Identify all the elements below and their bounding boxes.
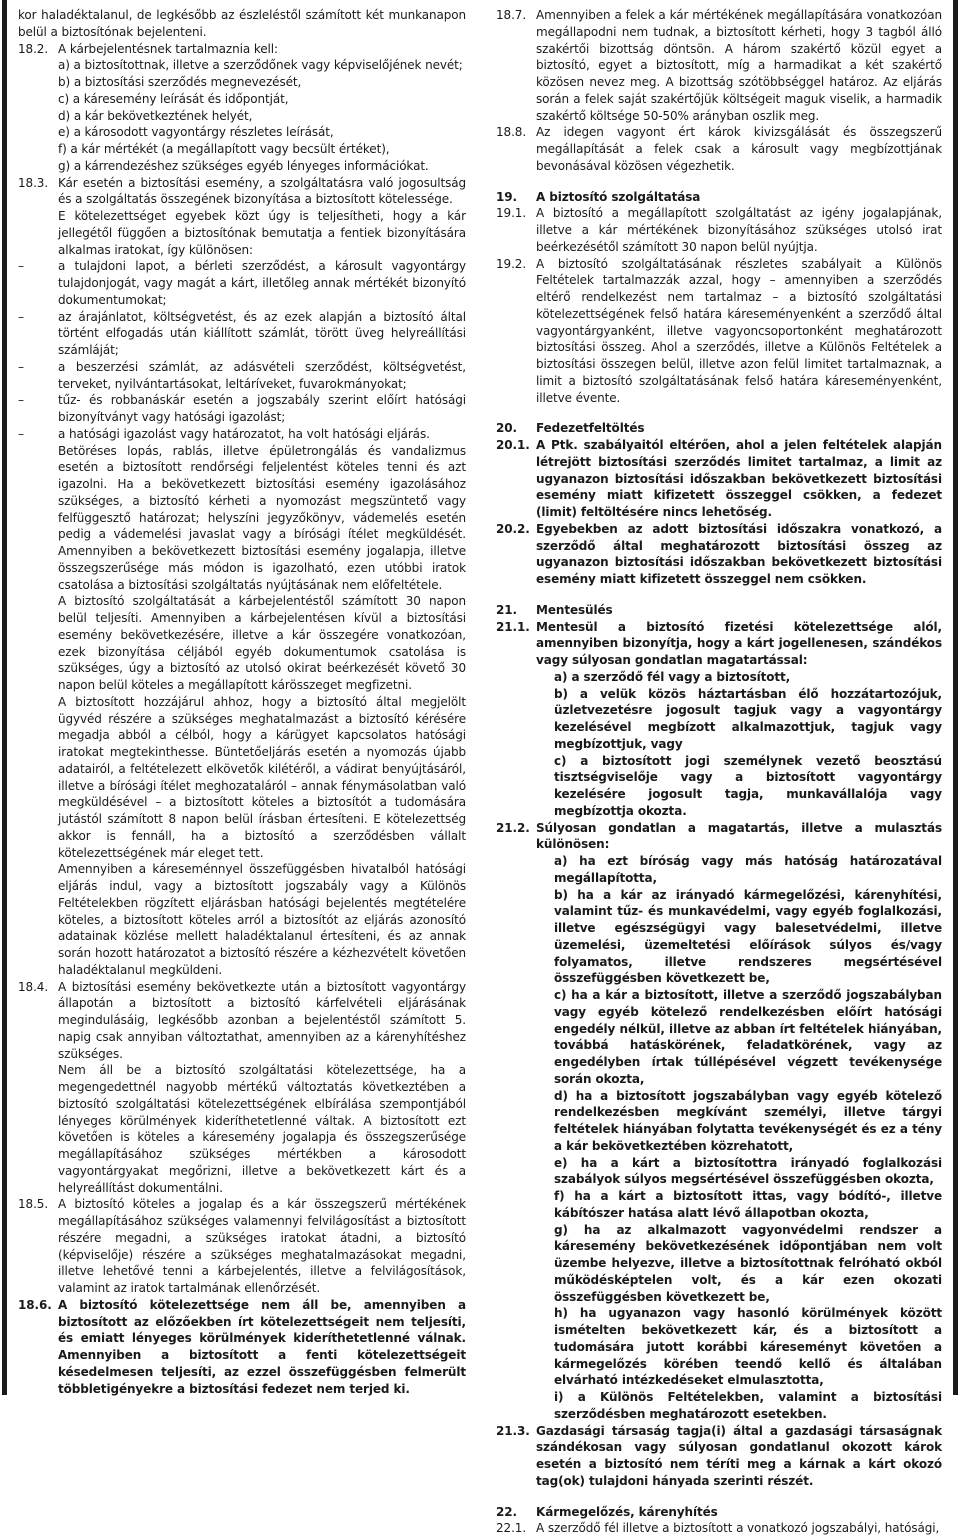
list-item: e) a károsodott vagyontárgy részletes leírását, [58,125,334,140]
section-text: Súlyosan gondatlan a magatartás, illetve a mulasztás különösen: [536,820,942,852]
dash-bullet: – [18,259,24,274]
section-text: Nem áll be a biztosító szolgáltatási kötelezettsége, ha a megengedettnél nagyobb mértékű változtatás következtében a biztosító szolgáltatási kötelezettségének elbírálása szempontjából lényeges körülmények kideríthetetlenné váltak. A biztosított ezt követően is köteles a káresemény jogalapja és összegszerűsége megállapításához szükséges mértékben a károsodott vagyontárgyakat megőrizni, illetve a bekövetkezett kárt és a helyreállítást dokumentálni. [58,1063,466,1195]
page-margin-bar-right [953,0,958,1395]
section-text: A biztosító szolgáltatásának részletes szabályait a Különös Feltételek tartalmazzák azzal, hogy – amennyiben a szerződés eltérő rendelkezést nem tartalmaz – a biztosító szolgáltatási kötelezettségének felső határa káreseményenként a szerződő által vagyontárgyanként, illetve vagyoncsoportonként meghatározott biztosítási összeg. Ahol a szerződés, illetve a Különös Feltételek a biztosítási összegen belül, illetve azon felül limitet tartalmaznak, a limit a biztosító szolgáltatásának felső határa káreseményenként, illetve évente. [536,256,942,405]
section-text: A biztosító kötelezettsége nem áll be, amennyiben a biztosított az előzőekben írt kötelezettségeit nem teljesíti, és emiatt lényeges körülmények kideríthetetlenné válnak. Amennyiben a biztosított a fenti kötelezettségeit késedelmesen teljesíti, az ezzel összefüggésben felmerült többletigényekre a biztosítási fedezet nem terjed ki. [58,1297,466,1396]
evidence-list [18,258,466,442]
heading-20 [496,420,942,437]
list-item: i) a Különös Feltételekben, valamint a biztosítási szerződésben meghatározott esetekben. [554,1390,942,1421]
dash-bullet: – [18,426,24,441]
list-item: h) ha ugyanazon vagy hasonló körülmények között ismételten bekövetkezett kár, és a biztosított a tudomására jutott korábbi káreseményt követően a kármegelőzés körében teendő kellő és általában elvárható intézkedéseket elmulasztotta, [554,1306,942,1388]
section-text: A biztosító szolgáltatását a kárbejelentéstől számított 30 napon belül teljesíti. Amennyiben a kárbejelentésen kívül a biztosítási esemény bekövetkezésére, illetve a kár összegére vonatkozóan, ezek bizonyítása céljából egyéb dokumentumok csatolása is szükséges, úgy a biztosító az utolsó okirat beérkezését követő 30 napon belül köteles a megállapított kárösszeget megfizetni. [58,594,466,692]
list-item: c) a káresemény leírását és időpontját, [58,91,289,106]
section-number: 18.5. [18,1197,49,1212]
section-22-1 [496,1520,942,1537]
heading-title: Mentesülés [536,602,613,617]
section-number: 20.2. [496,521,530,536]
section-18-2 [18,41,466,58]
right-column [496,7,942,1537]
list-item: c) a biztosított jogi személynek vezető beosztású tisztségviselője vagy a biztosított vagyontárgy kezelésére jogosult tagja, munkavállalója vagy megbízottja okozta. [554,753,942,818]
section-text: A biztosító a megállapított szolgáltatást az igény jogalapjának, illetve a kár mértékének bizonyításához szükséges utolsó irat beérkezésétől számított 30 napon belül nyújtja. [536,206,942,254]
dash-bullet: – [18,359,24,374]
heading-title: Kármegelőzés, kárenyhítés [536,1504,718,1519]
section-text: A biztosítási esemény bekövetkezte után a biztosított vagyontárgy állapotán a biztosított a biztosító kárfelvételi eljárásának megindulásáig, legkésőbb azonban a bejelentéstől számított 5. napig csak annyiban változtathat, amennyiben az a kárenyhítéshez szükséges. [58,979,466,1061]
section-number: 21.2. [496,820,530,835]
page-margin-bar-left [2,0,7,1395]
section-18-5 [18,1196,466,1297]
section-text: Kár esetén a biztosítási esemény, a szolgáltatásra való jogosultság és a szolgáltatás összegének bizonyítása a biztosított kötelessége. [58,175,466,207]
section-number: 22.1. [496,1521,527,1536]
section-19-1 [496,205,942,255]
heading-number: 20. [496,421,517,436]
section-text: Az idegen vagyont ért károk kivizsgálását és összegszerű megállapítását a felek csak a károsult vagy megbízottjának bevonásával közösen végezhetik. [536,125,942,173]
section-number: 18.8. [496,125,527,140]
section-text: A kárbejelentésnek tartalmaznia kell: [58,41,278,56]
left-column [18,7,466,1397]
section-21-1 [496,619,942,820]
section-20-2 [496,521,942,588]
list-item: a) a szerződő fél vagy a biztosított, [554,669,791,684]
section-21-3 [496,1423,942,1490]
section-number: 20.1. [496,438,530,452]
section-18-4 [18,979,466,1197]
section-number: 18.4. [18,979,49,994]
section-text: Betöréses lopás, rablás, illetve épületrongálás és vandalizmus esetén a biztosított rendőrségi feljelentést köteles tenni és azt igazolni. Ha a bekövetkezett biztosítási esemény igazolásához szükséges, a biztosító kérheti a nyomozást megszüntető vagy felfüggesztő határozat; helyszíni jegyzőkönyv, vádemelés esetén pedig a vádemelési javaslat vagy a bírósági ítélet megküldését. Amennyiben a bekövetkezett biztosítási esemény jogalapja, illetve összegszerűsége más módon is igazolható, ezen utóbbi iratok csatolása a biztosítási szolgáltatás nyújtásának nem előfeltétele. [58,443,466,592]
list-item: – az árajánlatot, költségvetést, és az ezek alapján a biztosító által történt elfogadás után kiállított számlát, törött üveg helyreállítási számláját; [18,309,466,357]
heading-22 [496,1504,942,1521]
list-item: d) a kár bekövetkeztének helyét, [58,108,253,123]
section-number: 18.6. [18,1297,52,1312]
section-text: szabályaitól eltérően, ahol a jelen feltételek alapján létrejött biztosítási szerződés limitet tartalmaz, a limit az ugyanazon biztosítási időszakban bekövetkezett biztosítási esemény miatt kifizetett összeggel csökken, a fedezet (limit) feltöltésére nincs lehetőség. [536,438,942,519]
list-item: – tűz- és robbanáskár esetén a jogszabály szerint előírt hatósági bizonyítványt vagy hatósági igazolást; [18,393,466,424]
section-text: Mentesül a biztosító fizetési kötelezettsége alól, amennyiben bizonyítja, hogy a kárt jogellenesen, szándékos vagy súlyosan gondatlan magatartással: [536,619,942,667]
list-item: – a hatósági igazolást vagy határozatot, ha volt hatósági eljárás. [18,426,430,441]
section-18-7 [496,7,942,124]
section-number: 21.1. [496,619,530,634]
list-item: e) ha a kárt a biztosítottra irányadó foglalkozási szabályok súlyos megsértésével összefüggésben okozta, [554,1155,942,1187]
section-number: 19.2. [496,256,527,271]
section-text: Amennyiben a káreseménnyel összefüggésben hivatalból hatósági eljárás indul, vagy a biztosított jogszabály vagy a Különös Feltételekben rögzített eljárásban hatósági bejelentés megtételére köteles, a biztosított köteles arról a biztosítót az eljárás azonosító adatainak közlése mellett haladéktalanul értesíteni, és az annak során hozott határozatot a biztosító részére a kézhezvételt követően haladéktalanul megküldeni. [58,862,466,977]
list-item: d) ha a biztosított jogszabályban vagy egyéb kötelező rendelkezésben megkívánt személyi, illetve tárgyi feltételek hiányában folytatta tevékenységét és ez a tény a kár bekövetkeztében közrehatott, [554,1088,942,1153]
heading-19 [496,189,942,206]
heading-title: A biztosító szolgáltatása [536,189,701,204]
section-number: 18.7. [496,8,527,22]
list-item: – a tulajdoni lapot, a bérleti szerződést, a károsult vagyontárgy tulajdonjogát, vagy magát a kárt, illetőleg annak mértékét bizonyító dokumentumokat; [18,259,466,307]
section-18-3 [18,175,466,259]
heading-21 [496,602,942,619]
section-text: Gazdasági társaság tagja(i) által a gazdasági társaságnak szándékosan vagy súlyosan gondatlanul okozott károk esetén a biztosító nem téríti meg a kárnak a kárt okozó tag(ok) tulajdoni hányada szerinti részét. [536,1423,942,1488]
list-item: f) ha a kárt a biztosított ittas, vagy bódító-, illetve kábítószer hatása alatt lévő állapotban okozta, [554,1189,942,1220]
list-item: b) a biztosítási szerződés megnevezését, [58,75,302,89]
section-text: Amennyiben a felek a kár mértékének megállapítására vonatkozóan megállapodni nem tudnak, a biztosított kérheti, hogy 3 tagból álló szakértői bizottság döntsön. A három szakértő közül egyet a biztosító, egyet a biztosított, míg a harmadikat a két szakértő közösen nevez meg. A bizottság szótöbbséggel határoz. Az eljárás során a felek saját szakértőjük költségeit maguk viselik, a harmadik szakértő költsége 50-50% arányban oszlik meg. [536,8,942,123]
section-text: A biztosított hozzájárul ahhoz, hogy a biztosító által megjelölt ügyvéd részére a szükséges meghatalmazást a biztosító kérésére megadja abból a célból, hogy a kárügyet kapcsolatos hatósági iratokat megtekinthesse. Büntetőeljárás esetén a nyomozás újabb adatairól, a feltételezett elkövetők kilétéről, a vádirat benyújtásáról, illetve a bírósági ítélet meghozataláról – annak fénymásolatban való megküldésével – a biztosított köteles a biztosítót a tudomására jutástól számított 8 napon belül írásban értesíteni. E kötelezettség akkor is fennáll, ha a biztosító a szerződésben vállalt kötelezettségének már eleget tett. [58,694,466,860]
section-text: Egyebekben az adott biztosítási időszakra vonatkozó, a szerződő által meghatározott biztosítási összeg az ugyanazon biztosítási időszakban bekövetkezett biztosítási esemény miatt kifizetett összeggel nem csökken. [536,521,942,586]
section-19-2 [496,256,942,407]
heading-title: Fedezetfeltöltés [536,421,645,436]
heading-number: 21. [496,602,517,617]
list-item: – a beszerzési számlát, az adásvételi szerződést, költségvetést, terveket, nyilvántartásokat, leltáríveket, fuvarokmányokat; [18,359,466,391]
heading-number: 22. [496,1504,517,1519]
list-item: c) ha a kár a biztosított, illetve a szerződő jogszabályban vagy egyéb kötelező rendelkezésben előírt hatósági engedély nélkül, illetve az abban írt feltételek hiányában, továbbá hatáskörének, feladatkörének, vagy az engedélyben írtak túllépésével végzett tevékenysége során okozta, [554,988,942,1086]
list-item: g) ha az alkalmazott vagyonvédelmi rendszer a káresemény bekövetkezésének időpontjában nem volt üzembe helyezve, illetve a biztosítottnak felróható okból működésképtelen volt, és a kár ezen okozati összefüggésben következett be, [554,1222,942,1304]
list-item: b) ha a kár az irányadó kármegelőzési, kárenyhítési, valamint tűz- és munkavédelmi, vagy egyéb foglalkozási, illetve egészségügyi vagy balesetvédelmi, illetve üzemelési, üzemeltetési előírások súlyos és/vagy folyamatos, illetve rendszeres megsértésével összefüggésben következett be, [554,887,942,986]
dash-bullet: – [18,309,24,324]
list-item: a) ha ezt bíróság vagy más hatóság határozatával megállapította, [554,854,942,885]
list-item: a) a biztosítottnak, illetve a szerződőnek vagy képviselőjének nevét; [58,58,463,73]
section-number: 18.3. [18,175,49,190]
section-18-3-continued [18,443,466,979]
section-number: 21.3. [496,1423,530,1438]
claim-content-list [18,57,466,174]
section-lead: A Ptk. [536,438,578,452]
section-20-1 [496,437,942,521]
section-number: 18.2. [18,41,49,56]
continuation-text: kor haladéktalanul, de legkésőbb az észleléstől számított két munkanapon belül a biztosítónak bejelenteni. [18,8,466,39]
section-18-6 [18,1297,466,1398]
section-text: E kötelezettséget egyebek közt úgy is teljesítheti, hogy a kár jellegétől függően a biztosítónak bemutatja a fentiek bizonyítására alkalmas iratokat, így különösen: [58,209,466,257]
section-number: 19.1. [496,206,527,221]
list-item: f) a kár mértékét (a megállapított vagy becsült értéket), [58,142,390,156]
dash-bullet: – [18,393,24,408]
list-item: b) a velük közös háztartásban élő hozzátartozójuk, üzletvezetésre jogosult tagjuk vagy a vagyontárgy kezelésével megbízott alkalmazottjuk, tagjuk vagy megbízottjuk, vagy [554,686,942,751]
section-text: A biztosító köteles a jogalap és a kár összegszerű mértékének megállapításához szükséges valamennyi felvilágosítást a biztosított részére megadni, a szükséges iratokat átadni, a biztosító (képviselője) részére a szükséges meghatalmazásokat megadni, illetve lehetővé tenni a kárbejelentés, illetve a felvilágosítások, valamint az iratok tartalmának ellenőrzését. [58,1197,466,1295]
section-text: A szerződő fél illetve a biztosított a vonatkozó jogszabályi, hatósági, [536,1521,940,1536]
list-item: g) a kárrendezéshez szükséges egyéb lényeges információkat. [58,158,429,173]
section-18-8 [496,124,942,174]
heading-number: 19. [496,189,517,204]
section-21-2 [496,820,942,1423]
